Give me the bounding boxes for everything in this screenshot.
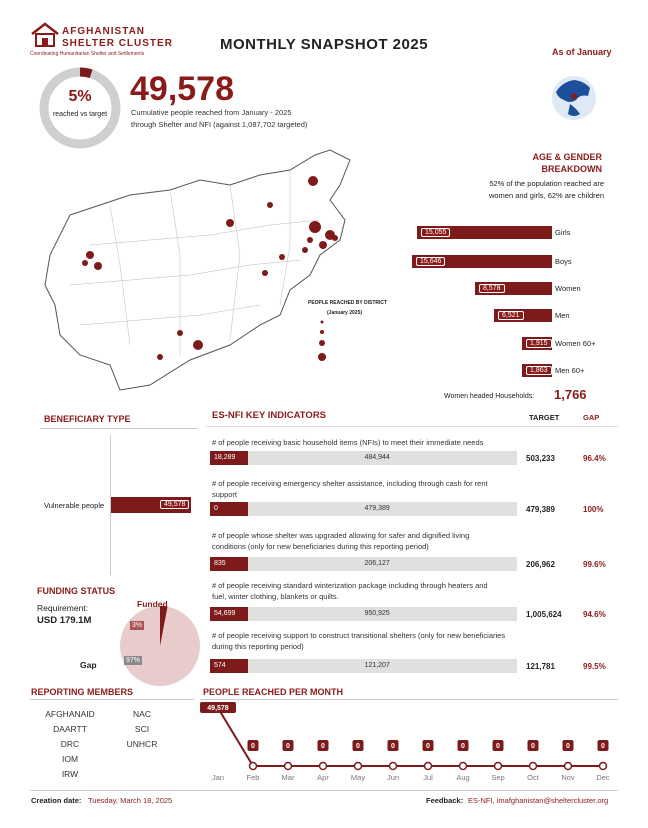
age-gender-bar [522,364,552,377]
indicators-title: ES-NFI KEY INDICATORS [212,410,327,421]
data-point [425,763,432,770]
indicator-remaining-value: 950,925 [364,610,390,617]
age-gender-label: Women [555,284,581,293]
x-tick-label: Mar [281,773,295,782]
data-label: 49,578 [207,705,229,712]
indicator-progress-fill [210,502,248,516]
age-gender-row [400,282,600,298]
data-label: 0 [566,743,570,750]
creation-date-value: Tuesday, March 18, 2025 [88,796,173,805]
age-gender-bar [494,309,552,322]
age-gender-bar [522,337,552,350]
age-gender-bar [412,255,552,268]
funding-pie [118,604,202,688]
age-gender-description: 52% of the population reached are women and girls, 62% are children [488,179,604,200]
member-name: DRC [60,739,80,749]
age-gender-label: Boys [555,257,572,266]
data-label: 0 [321,743,325,750]
indicator-target: 503,233 [526,454,555,463]
indicator-target: 1,005,624 [526,610,562,619]
age-gender-value: 1,915 [526,339,552,348]
women-headed-households-value: 1,766 [554,387,587,402]
series-line [218,708,603,766]
data-point [530,763,537,770]
indicator-progress-bar [210,502,517,516]
globe-icon [550,74,598,122]
indicator-gap: 100% [583,505,604,514]
age-gender-row [400,337,600,353]
indicator-reached-value: 0 [214,505,218,512]
data-point [250,763,257,770]
reached-percent-label: reached vs target [52,111,108,118]
x-tick-label: Sep [491,773,505,782]
indicator-gap: 96.4% [583,454,606,463]
afghanistan-district-map [30,145,405,395]
beneficiary-type-title: BENEFICIARY TYPE [44,414,131,424]
x-tick-label: Jul [423,773,433,782]
data-point [285,763,292,770]
indicator-reached-value: 574 [214,662,226,669]
reached-percent: 5% [68,88,92,105]
member-name: NAC [133,709,151,719]
indicator-description: # of people whose shelter was upgraded allowing for safer and dignified living conditions (only for new beneficiaries during this reporting period) [212,531,470,551]
x-tick-label: Jan [211,773,225,782]
age-gender-row [400,364,600,380]
age-gender-value: 15,646 [416,257,445,266]
member-name: IRW [61,769,79,779]
age-gender-row [400,226,600,242]
target-column-header: TARGET [529,413,560,422]
x-tick-label: Jun [386,773,400,782]
logo-line2: SHELTER CLUSTER [62,38,173,49]
data-label: 0 [356,743,360,750]
women-headed-households-label: Women headed Households: [444,393,535,400]
age-gender-row [400,255,600,271]
total-reached-desc-line2: through Shelter and NFI (against 1,087,702 targeted) [131,120,308,129]
indicator-progress-fill [210,557,248,571]
age-gender-title2: BREAKDOWN [541,164,602,174]
indicator-reached-value: 835 [214,560,226,567]
funding-requirement-label: Requirement: [37,603,89,613]
x-tick-label: Nov [561,773,575,782]
age-gender-bar [417,226,552,239]
member-name: DAARTT [53,724,87,734]
creation-date-label: Creation date: [31,796,82,805]
indicator-gap: 94.6% [583,610,606,619]
indicator-description: # of people receiving support to construct transitional shelters (only for new beneficiaries during this reporting period) [212,631,506,651]
age-gender-label: Men 60+ [555,366,585,375]
x-tick-label: May [350,773,366,782]
feedback-contact: ES-NFI, imafghanistan@sheltercluster.org [468,796,609,805]
page-title: MONTHLY SNAPSHOT 2025 [220,36,429,53]
age-gender-value: 1,863 [526,366,552,375]
section-divider [206,426,618,427]
section-divider [40,428,198,429]
indicator-progress-bar [210,607,517,621]
funded-percent: 3% [132,622,143,629]
reporting-members-title: REPORTING MEMBERS [31,687,134,697]
feedback-label: Feedback: [426,796,464,805]
data-label: 0 [426,743,430,750]
data-point [390,763,397,770]
indicator-progress-fill [210,451,248,465]
indicator-remaining-value: 484,944 [364,454,390,461]
indicator-progress-bar [210,557,517,571]
beneficiary-value: 49,578 [160,500,189,509]
indicator-remaining-value: 479,389 [364,505,390,512]
data-point [355,763,362,770]
x-tick-label: Feb [246,773,260,782]
data-label: 0 [461,743,465,750]
indicator-target: 121,781 [526,662,555,671]
age-gender-label: Women 60+ [555,339,596,348]
indicator-description: # of people receiving emergency shelter assistance, including through cash for rent support [212,479,488,499]
indicator-remaining-value: 206,127 [364,560,390,567]
logo-line1: AFGHANISTAN [62,26,146,37]
map-legend-period: (January 2025) [327,310,363,316]
age-gender-row [400,309,600,325]
funded-label: Funded [137,599,168,609]
funding-status-title: FUNDING STATUS [37,586,116,596]
member-name: IOM [61,754,79,764]
data-label: 0 [496,743,500,750]
monthly-line-chart [200,700,618,786]
footer-divider [30,790,618,791]
x-tick-label: Apr [317,773,329,782]
indicator-gap: 99.5% [583,662,606,671]
age-gender-label: Girls [555,228,571,237]
age-gender-value: 6,521 [498,311,524,320]
funding-requirement-value: USD 179.1M [37,615,92,626]
beneficiary-label: Vulnerable people [44,501,105,510]
data-label: 0 [251,743,255,750]
indicator-progress-fill [210,607,248,621]
x-tick-label: Aug [456,773,470,782]
age-gender-label: Men [555,311,570,320]
data-point [600,763,607,770]
age-gender-bar [475,282,552,295]
indicator-target: 479,389 [526,505,555,514]
data-point [495,763,502,770]
gap-percent: 97% [126,657,141,664]
indicator-reached-value: 54,699 [214,610,236,617]
indicator-progress-fill [210,659,248,673]
indicator-progress-bar [210,659,517,673]
data-label: 0 [286,743,290,750]
indicator-description: # of people receiving standard winterization package including through heaters and fuel, winter clothing, blankets or quilts. [212,581,488,601]
total-reached: 49,578 [130,70,234,108]
member-name: SCI [134,724,150,734]
data-point [565,763,572,770]
indicator-target: 206,962 [526,560,555,569]
gap-column-header: GAP [583,413,600,422]
x-tick-label: Dec [596,773,610,782]
member-name: AFGHANAID [45,709,95,719]
data-point [460,763,467,770]
shelter-logo-icon [30,22,60,48]
age-gender-value: 15,055 [421,228,450,237]
member-name: UNHCR [126,739,158,749]
indicator-remaining-value: 121,207 [364,662,390,669]
indicator-gap: 99.6% [583,560,606,569]
logo-tagline: Coordinating Humanitarian Shelter and Settlements [30,51,145,57]
data-label: 0 [531,743,535,750]
indicator-description: # of people receiving basic household items (NFIs) to meet their immediate needs [212,438,484,447]
age-gender-title: AGE & GENDER [532,152,602,162]
age-gender-value: 8,578 [479,284,505,293]
map-legend-title: PEOPLE REACHED BY DISTRICT [308,300,388,306]
as-of-date: As of January [552,47,612,57]
indicator-progress-bar [210,451,517,465]
indicator-reached-value: 18,289 [214,454,236,461]
data-point [320,763,327,770]
monthly-chart-title: PEOPLE REACHED PER MONTH [203,687,344,697]
gap-label: Gap [80,660,97,670]
section-divider [30,699,194,700]
data-label: 0 [391,743,395,750]
reached-donut [38,66,122,150]
x-tick-label: Oct [527,773,539,782]
data-label: 0 [601,743,605,750]
total-reached-desc-line1: Cumulative people reached from January - 2025 [131,108,292,117]
